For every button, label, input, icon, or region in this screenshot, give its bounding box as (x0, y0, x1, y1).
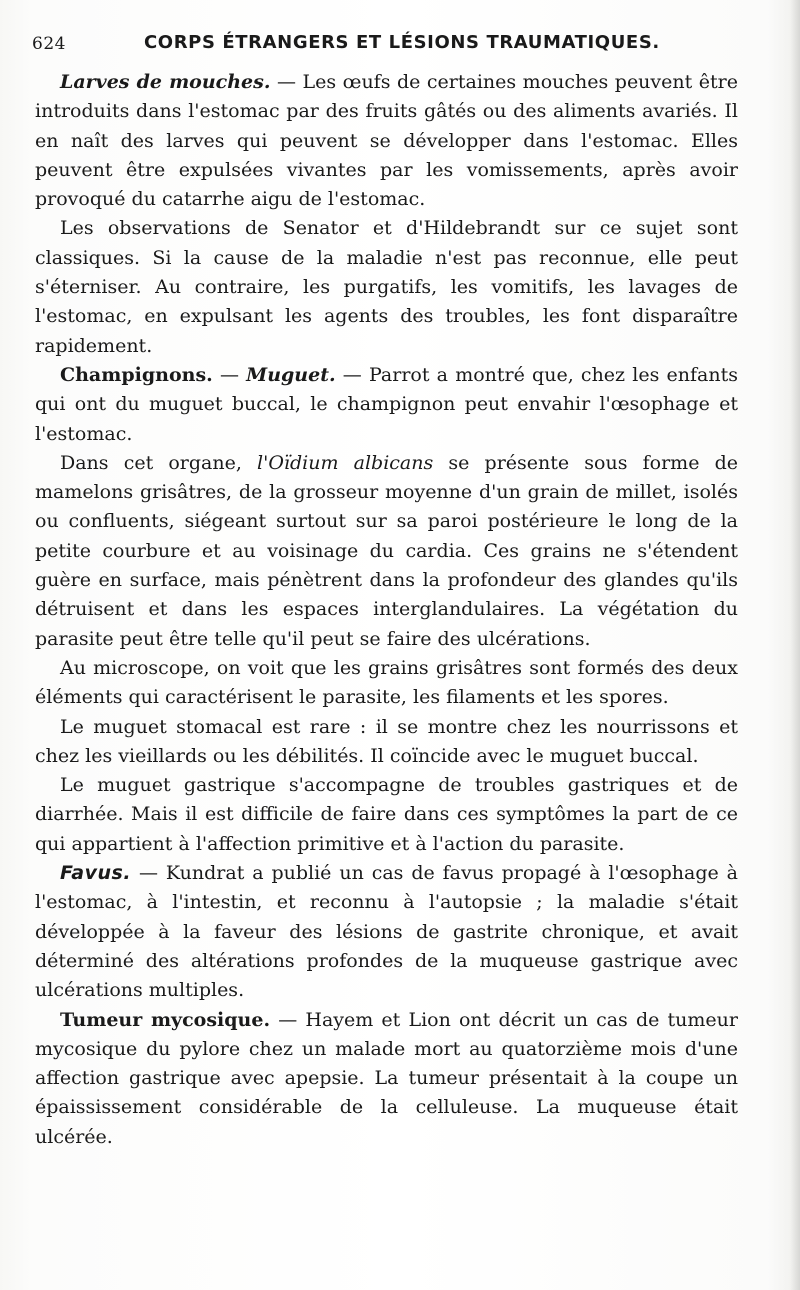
section-heading-champignons: Champignons. (60, 363, 213, 386)
paragraph-larves-de-mouches (35, 68, 738, 214)
paragraph-text-after: se présente sous forme de mamelons grisâtres, de la grosseur moyenne d'un grain de millet, isolés ou confluents, siégeant surtout sur sa paroi postérieure le long de la petite courbure et au voisinage du cardia. Ces grains ne s'étendent guère en surface, mais pénètrent dans la profondeur des glandes qu'ils détruisent et dans les espaces interglandulaires. La végétation du parasite peut être telle qu'il peut se faire des ulcérations. (35, 451, 738, 650)
paragraph-text: Les observations de Senator et d'Hildebrandt sur ce sujet sont classiques. Si la cause de la maladie n'est pas reconnue, elle peut s'éterniser. Au contraire, les purgatifs, les vomitifs, les lavages de l'estomac, en expulsant les agents des troubles, les font disparaître rapidement. (35, 217, 738, 357)
section-heading-favus: Favus. (60, 862, 132, 885)
paragraph-muguet-stomacal (35, 713, 738, 772)
paragraph-text: — Les œufs de certaines mouches peuvent être introduits dans l'estomac par des fruits gâtés ou des aliments avariés. Il en naît des larves qui peuvent se développer dans l'estomac. Elles peuvent être expulsées vivantes par les vomissements, après avoir provoqué du catarrhe aigu de l'estomac. (35, 71, 739, 211)
section-heading-larves-de-mouches: Larves de mouches. (60, 71, 271, 93)
section-heading-muguet: Muguet. (246, 363, 336, 386)
taxon-article: l' (257, 451, 269, 474)
body-text (35, 68, 738, 1152)
paragraph-observations (35, 214, 738, 360)
running-head: CORPS ÉTRANGERS ET LÉSIONS TRAUMATIQUES. (144, 32, 660, 53)
paragraph-microscope (35, 654, 738, 713)
paragraph-text: Au microscope, on voit que les grains grisâtres sont formés des deux éléments qui caractérisent le parasite, les filaments et les spores. (35, 656, 738, 709)
section-heading-tumeur-mycosique: Tumeur mycosique. (60, 1008, 271, 1031)
paragraph-text: Le muguet gastrique s'accompagne de troubles gastriques et de diarrhée. Mais il est difficile de faire dans ces symptômes la part de ce qui appartient à l'affection primitive et à l'action du parasite. (35, 774, 738, 855)
paragraph-tumeur-mycosique (35, 1006, 738, 1152)
taxon-oidium-albicans: Oïdium albicans (268, 451, 434, 474)
paragraph-champignons (35, 361, 738, 449)
heading-separator: — (212, 363, 247, 386)
paragraph-text: — Kundrat a publié un cas de favus propagé à l'œsophage à l'estomac, à l'intestin, et reconnu à l'autopsie ; la maladie s'était développée à la faveur des lésions de gastrite chronique, et avait déterminé des altérations profondes de la muqueuse gastrique avec ulcérations multiples. (35, 862, 738, 1002)
paragraph-oidium (35, 449, 738, 654)
paragraph-favus (35, 859, 738, 1005)
paragraph-text: Le muguet stomacal est rare : il se montre chez les nourrissons et chez les vieillards ou les débilités. Il coïncide avec le muguet buccal. (35, 715, 738, 767)
page-header (32, 30, 760, 60)
paragraph-text: — Hayem et Lion ont décrit un cas de tumeur mycosique du pylore chez un malade mort au quatorzième mois d'une affection gastrique avec apepsie. La tumeur présentait à la coupe un épaississement considérable de la celluleuse. La muqueuse était ulcérée. (35, 1008, 738, 1148)
page-edge-shadow (790, 0, 800, 1290)
paragraph-muguet-gastrique (35, 771, 738, 859)
paragraph-text: — Parrot a montré que, chez les enfants qui ont du muguet buccal, le champignon peut envahir l'œsophage et l'estomac. (35, 363, 738, 445)
page-number: 624 (32, 34, 66, 54)
paragraph-text-before: Dans cet organe, (60, 451, 258, 474)
